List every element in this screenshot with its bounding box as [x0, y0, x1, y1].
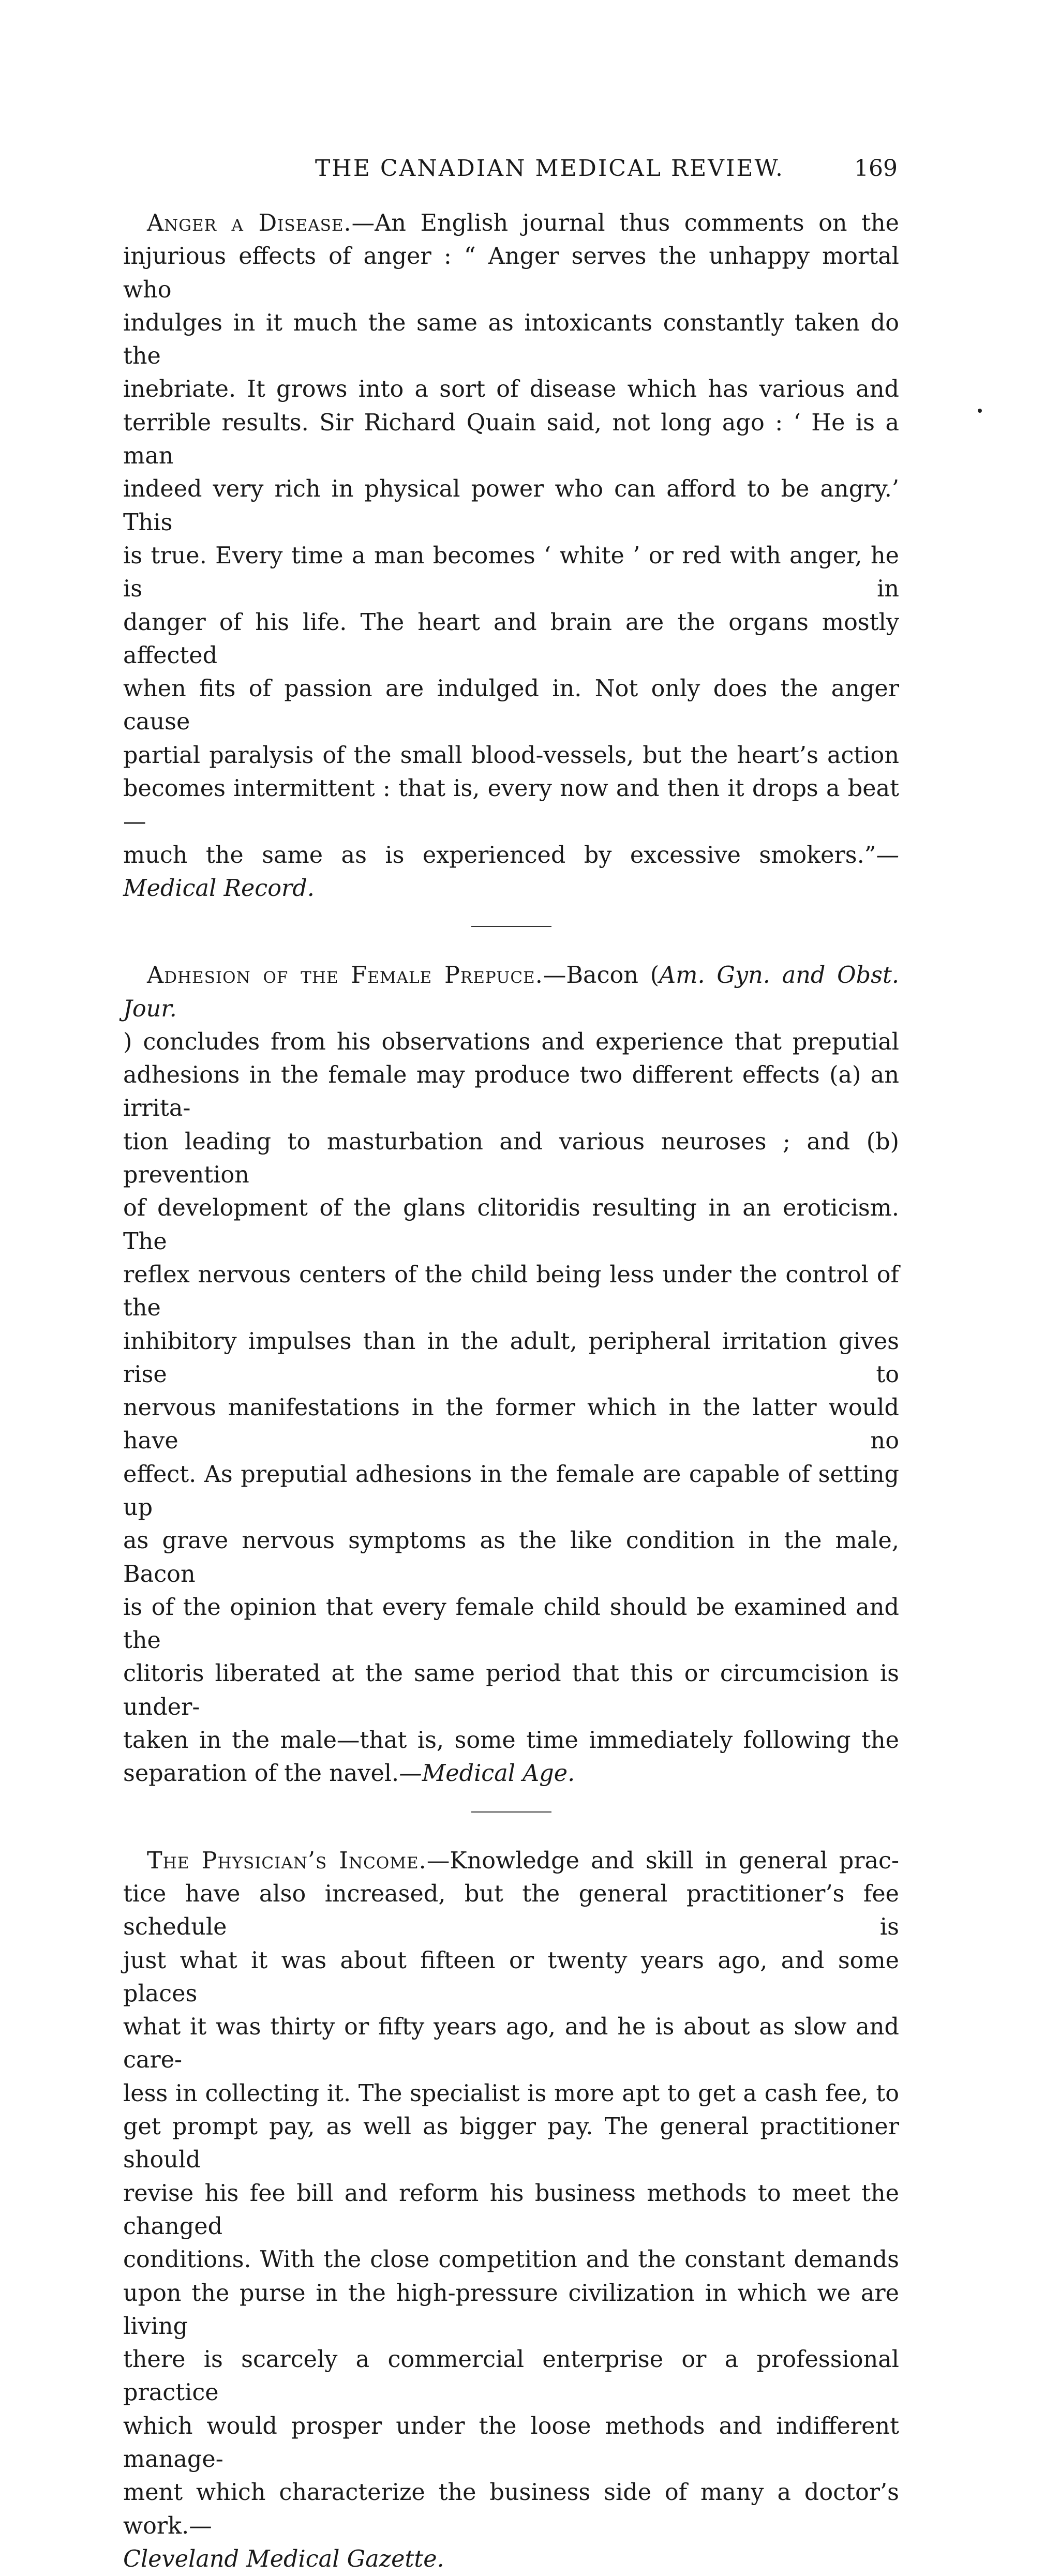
page-number: 169: [854, 155, 898, 182]
article-line: inebriate. It grows into a sort of disease which has various and: [123, 376, 899, 403]
article-line: partial paralysis of the small blood-vessels, but the heart’s action: [123, 742, 899, 769]
article-line: taken in the male—that is, some time immediately following the: [123, 1727, 899, 1754]
article-line: indulges in it much the same as intoxicants constantly taken do the: [123, 309, 899, 370]
article-line: Adhesion of the Female Prepuce.—Bacon (Am. Gyn. and Obst. Jour.: [123, 962, 900, 1022]
article-line: effect. As preputial adhesions in the female are capable of setting up: [123, 1461, 899, 1521]
journal-title: THE CANADIAN MEDICAL REVIEW.: [315, 155, 784, 182]
article-line: Anger a Disease.—An English journal thus comments on the: [147, 210, 899, 236]
article-line: nervous manifestations in the former which in the latter would have no: [123, 1395, 899, 1455]
article-line: less in collecting it. The specialist is more apt to get a cash fee, to: [123, 2080, 899, 2107]
article-line: when fits of passion are indulged in. Not only does the anger cause: [123, 676, 899, 736]
article-line: is true. Every time a man becomes ‘ white ’ or red with anger, he is in: [123, 542, 899, 603]
article-line: get prompt pay, as well as bigger pay. The general practitioner should: [123, 2114, 899, 2174]
article-line: terrible results. Sir Richard Quain said, not long ago : ‘ He is a man: [123, 409, 899, 470]
article-line: revise his fee bill and reform his business methods to meet the changed: [123, 2180, 899, 2240]
article-line: is of the opinion that every female child should be examined and the: [123, 1594, 899, 1654]
article-line: indeed very rich in physical power who can afford to be angry.’ This: [123, 476, 899, 536]
section-divider: [471, 1811, 551, 1813]
article-adhesion-female-prepuce: [123, 959, 899, 1790]
article-line: upon the purse in the high-pressure civilization in which we are living: [123, 2280, 899, 2340]
article-anger-a-disease: [123, 207, 899, 905]
article-line: tion leading to masturbation and various neuroses ; and (b) prevention: [123, 1128, 899, 1189]
article-line: much the same as is experienced by excessive smokers.”—Medical Record.: [123, 842, 899, 902]
article-line: tice have also increased, but the general practitioner’s fee schedule is: [123, 1880, 899, 1941]
article-line: ment which characterize the business side of many a doctor’s work.—: [123, 2479, 899, 2539]
article-line: The Physician’s Income.—Knowledge and skill in general prac-: [147, 1847, 899, 1874]
body-column: [123, 207, 899, 2576]
margin-mark: [978, 409, 982, 413]
article-line: adhesions in the female may produce two different effects (a) an irrita-: [123, 1062, 899, 1122]
article-line: inhibitory impulses than in the adult, peripheral irritation gives rise to: [123, 1328, 899, 1388]
article-line: what it was thirty or fifty years ago, and he is about as slow and care-: [123, 2014, 899, 2074]
article-source: Cleveland Medical Gazette.: [123, 2545, 444, 2572]
article-line: of development of the glans clitoridis resulting in an eroticism. The: [123, 1195, 899, 1255]
article-heading: The Physician’s Income.: [147, 1847, 427, 1874]
article-line: danger of his life. The heart and brain are the organs mostly affected: [123, 609, 899, 669]
article-line: clitoris liberated at the same period that this or circumcision is under-: [123, 1660, 899, 1720]
section-divider: [471, 926, 551, 927]
article-line: which would prosper under the loose methods and indifferent manage-: [123, 2413, 899, 2473]
article-line: reflex nervous centers of the child being less under the control of the: [123, 1261, 899, 1322]
article-source: —Medical Age.: [399, 1760, 575, 1787]
article-heading: Anger a Disease.: [147, 210, 352, 236]
article-line: injurious effects of anger : “ Anger serves the unhappy mortal who: [123, 243, 899, 303]
article-line: ) concludes from his observations and experience that preputial: [123, 1028, 899, 1055]
article-line: separation of the navel.—Medical Age.: [123, 1760, 575, 1787]
article-line: conditions. With the close competition and the constant demands: [123, 2246, 899, 2273]
article-heading: Adhesion of the Female Prepuce.: [147, 962, 543, 989]
article-line: just what it was about fifteen or twenty years ago, and some places: [123, 1947, 899, 2007]
article-line: as grave nervous symptoms as the like condition in the male, Bacon: [123, 1527, 899, 1587]
running-head: [202, 155, 898, 186]
article-line: there is scarcely a commercial enterprise or a professional practice: [123, 2346, 899, 2406]
article-source: —Medical Record.: [123, 842, 899, 902]
article-line: becomes intermittent : that is, every now and then it drops a beat—: [123, 775, 899, 835]
article-physicians-income: [123, 1845, 899, 2576]
journal-reference: Am. Gyn. and Obst. Jour.: [123, 962, 900, 1022]
